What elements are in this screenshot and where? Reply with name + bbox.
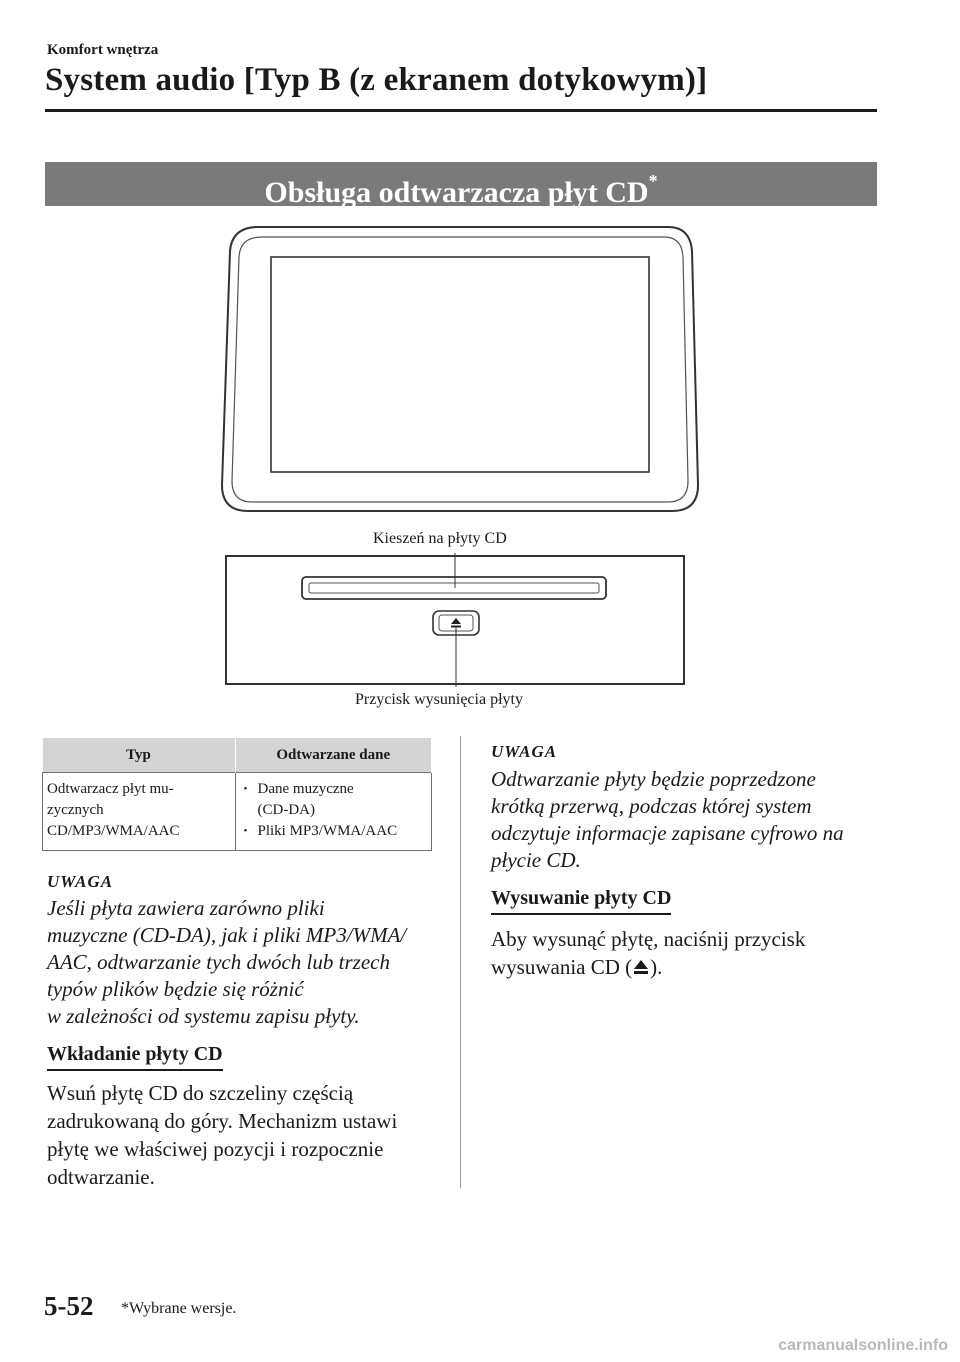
note-label-left: UWAGA (47, 872, 114, 891)
eject-button-icon (451, 618, 461, 624)
type-line: zycznych (47, 802, 104, 818)
table-header-type: Typ (43, 738, 236, 773)
subheading-eject-cd: Wysuwanie płyty CD (491, 887, 671, 915)
section-banner (45, 162, 877, 209)
body-eject-cd (491, 925, 911, 981)
note-line: Jeśli płyta zawiera zarówno pliki (47, 896, 325, 920)
page-number: 5-52 (44, 1291, 94, 1321)
playback-table (42, 738, 432, 851)
data-list-item: • Pliki MP3/WMA/AAC (240, 821, 428, 842)
body-line-prefix: wysuwania CD ( (491, 955, 633, 979)
subheading-insert-cd: Wkładanie płyty CD (47, 1043, 223, 1071)
type-line: Odtwarzacz płyt mu- (47, 781, 174, 797)
table-header-data: Odtwarzane dane (235, 738, 432, 773)
note-line: płycie CD. (491, 848, 581, 872)
header-rule (45, 109, 877, 112)
note-line: AAC, odtwarzanie tych dwóch lub trzech (47, 950, 390, 974)
note-line: krótką przerwą, podczas której system (491, 794, 812, 818)
body-line: Wsuń płytę CD do szczeliny częścią (47, 1081, 354, 1105)
column-divider (460, 736, 461, 1188)
note-text-right (491, 766, 911, 874)
body-line: zadrukowaną do góry. Mechanizm ustawi (47, 1109, 398, 1133)
display-bezel-inner (232, 237, 688, 502)
note-line: Odtwarzanie płyty będzie poprzedzone (491, 767, 816, 791)
body-insert-cd (47, 1079, 447, 1191)
cd-slot-inner (309, 583, 599, 593)
display-bezel-outer (222, 227, 698, 511)
body-line (491, 953, 911, 981)
cd-slot (302, 577, 606, 599)
body-line: płytę we właściwej pozycji i rozpocznie (47, 1137, 384, 1161)
body-line-suffix: ). (650, 955, 663, 979)
chapter-title: System audio [Typ B (z ekranem dotykowym)] (45, 62, 708, 98)
table-cell-type (43, 773, 236, 851)
table-row (43, 773, 432, 851)
cd-player-illustration (0, 215, 960, 715)
note-line: muzyczne (CD-DA), jak i pliki MP3/WMA/ (47, 923, 407, 947)
note-line: odczytuje informacje zapisane cyfrowo na (491, 821, 844, 845)
body-line: Aby wysunąć płytę, naciśnij przycisk (491, 927, 806, 951)
note-line: w zależności od systemu zapisu płyty. (47, 1004, 360, 1028)
eject-icon (632, 958, 650, 976)
table-cell-data (235, 773, 432, 851)
footnote: *Wybrane wersje. (121, 1300, 237, 1317)
note-line: typów plików będzie się różnić (47, 977, 304, 1001)
display-screen (271, 257, 649, 472)
body-line: odtwarzanie. (47, 1165, 155, 1189)
note-text-left (47, 895, 447, 1030)
callout-cd-slot: Kieszeń na płyty CD (373, 530, 507, 547)
note-label-right: UWAGA (491, 742, 558, 761)
type-line: CD/MP3/WMA/AAC (47, 823, 180, 839)
callout-eject-button: Przycisk wysunięcia płyty (355, 691, 523, 708)
data-list-item: • Dane muzyczne (CD-DA) (240, 779, 378, 821)
watermark: carmanualsonline.info (778, 1337, 948, 1354)
banner-title: Obsługa odtwarzacza płyt CD (264, 176, 649, 209)
section-label: Komfort wnętrza (47, 42, 159, 58)
optional-marker: * (648, 171, 658, 191)
